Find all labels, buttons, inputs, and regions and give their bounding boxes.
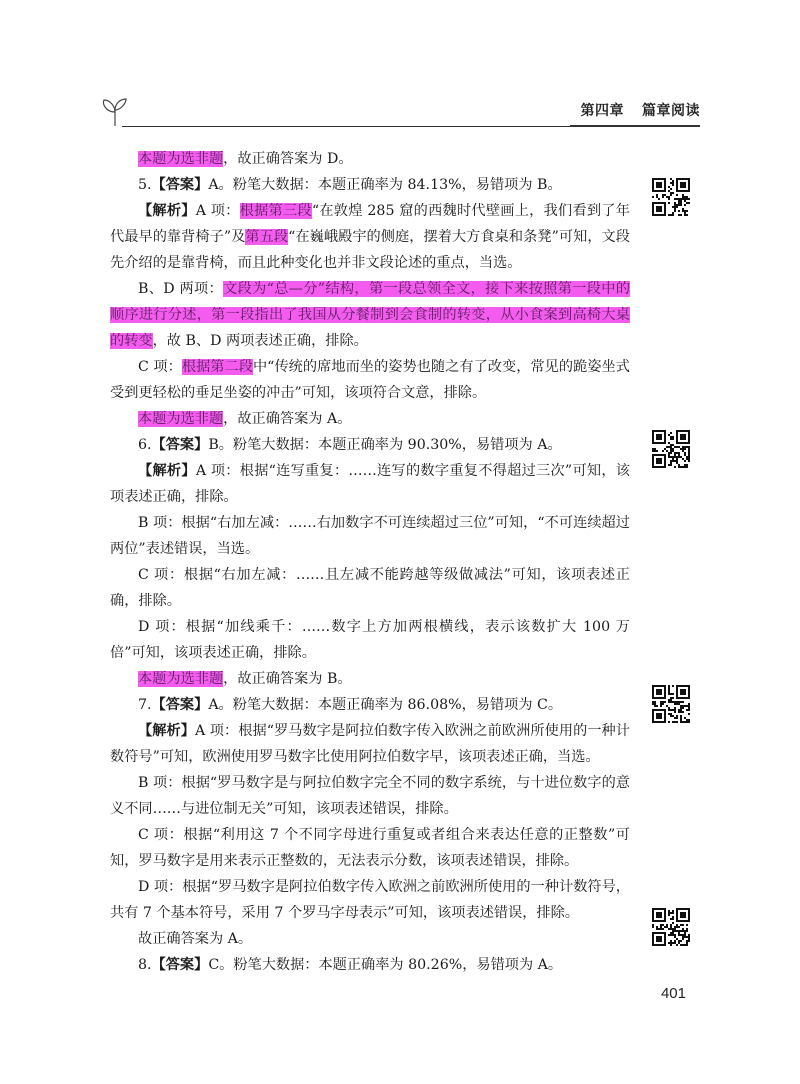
q7-analysis-a: 【解析】A 项：根据“罗马数字是阿拉伯数字传入欧洲之前欧洲所使用的一种计数符号”可知，欧洲使用罗马数字比使用阿拉伯数字早，该项表述正确，当选。 [110,723,630,765]
highlight: 文段为“总—分”结构，第一段总领全文，接下来按照第一段中的顺序进行分述，第一段指出了我国从分餐制到会食制的转变，从小食案到高椅大桌的转变 [110,281,631,349]
q5-analysis-c: C 项：根据第二段中“传统的席地而坐的姿势也随之有了改变，常见的跪姿坐式受到更轻松的垂足坐姿的冲击”可知，该项符合文意，排除。 [110,359,630,401]
q7-conclusion: 故正确答案为 A。 [138,931,253,947]
chapter-number: 第四章 [580,103,624,119]
q6-analysis-c: C 项：根据“右加左减：……且左减不能跨越等级做减法”可知，该项表述正确，排除。 [110,567,630,609]
q7-analysis-d: D 项：根据“罗马数字是阿拉伯数字传入欧洲之前欧洲所使用的一种计数符号，共有 7 个基本符号，采用 7 个罗马字母表示”可知，该项表述错误，排除。 [110,879,630,921]
q5-analysis-a: 【解析】A 项：根据第三段“在敦煌 285 窟的西魏时代壁画上，我们看到了年代最早的靠背椅子”及第五段“在巍峨殿宇的侧庭，摆着大方食桌和条凳”可知，文段先介绍的是靠背椅，而且此种变化也并非文段论述的重点，当选。 [110,203,630,271]
chapter-heading [581,100,701,120]
q6-conclusion: 本题为选非题，故正确答案为 B。 [138,671,352,687]
qr-code-icon[interactable] [652,178,690,216]
highlight: 本题为选非题 [138,411,224,427]
chapter-title: 篇章阅读 [642,103,700,119]
highlight: 本题为选非题 [138,151,224,167]
q7-answer: 7.【答案】A。粉笔大数据：本题正确率为 86.08%，易错项为 C。 [138,697,563,713]
highlight: 根据第三段 [239,203,312,219]
qr-code-icon[interactable] [652,685,690,723]
q6-answer: 6.【答案】B。粉笔大数据：本题正确率为 90.30%，易错项为 A。 [138,437,562,453]
q5-answer: 5.【答案】A。粉笔大数据：本题正确率为 84.13%，易错项为 B。 [138,177,562,193]
highlight: 第五段 [245,229,289,245]
q5-analysis-bd: B、D 两项：文段为“总—分”结构，第一段总领全文，接下来按照第一段中的顺序进行分述，第一段指出了我国从分餐制到会食制的转变，从小食案到高椅大桌的转变，故 B、D 两项表述正确，排除。 [110,281,631,349]
page-header [100,96,700,136]
q8-answer: 8.【答案】C。粉笔大数据：本题正确率为 80.26%，易错项为 A。 [138,957,563,973]
highlight: 本题为选非题 [138,671,224,687]
q7-analysis-c: C 项：根据“利用这 7 个不同字母进行重复或者组合来表达任意的正整数”可知，罗马数字是用来表示正整数的，无法表示分数，该项表述错误，排除。 [110,827,630,869]
q6-analysis-d: D 项：根据“加线乘千：……数字上方加两根横线，表示该数扩大 100 万倍”可知，该项表述正确，排除。 [110,619,630,661]
header-rule-bar [570,125,700,127]
q4-conclusion: 本题为选非题，故正确答案为 D。 [138,151,353,167]
qr-code-icon[interactable] [652,908,690,946]
highlight: 根据第二段 [181,359,253,375]
q5-conclusion: 本题为选非题，故正确答案为 A。 [138,411,352,427]
q6-analysis-b: B 项：根据“右加左减：……右加数字不可连续超过三位”可知，“不可连续超过两位”表述错误，当选。 [110,515,630,557]
page-number: 401 [660,985,686,1002]
answer-content [110,146,630,978]
leaf-ornament-icon [100,96,130,128]
q6-analysis-a: 【解析】A 项：根据“连写重复：……连写的数字重复不得超过三次”可知，该项表述正确，排除。 [110,463,630,505]
qr-code-icon[interactable] [652,430,690,468]
q7-analysis-b: B 项：根据“罗马数字是与阿拉伯数字完全不同的数字系统，与十进位数字的意义不同……与进位制无关”可知，该项表述错误，排除。 [110,775,630,817]
